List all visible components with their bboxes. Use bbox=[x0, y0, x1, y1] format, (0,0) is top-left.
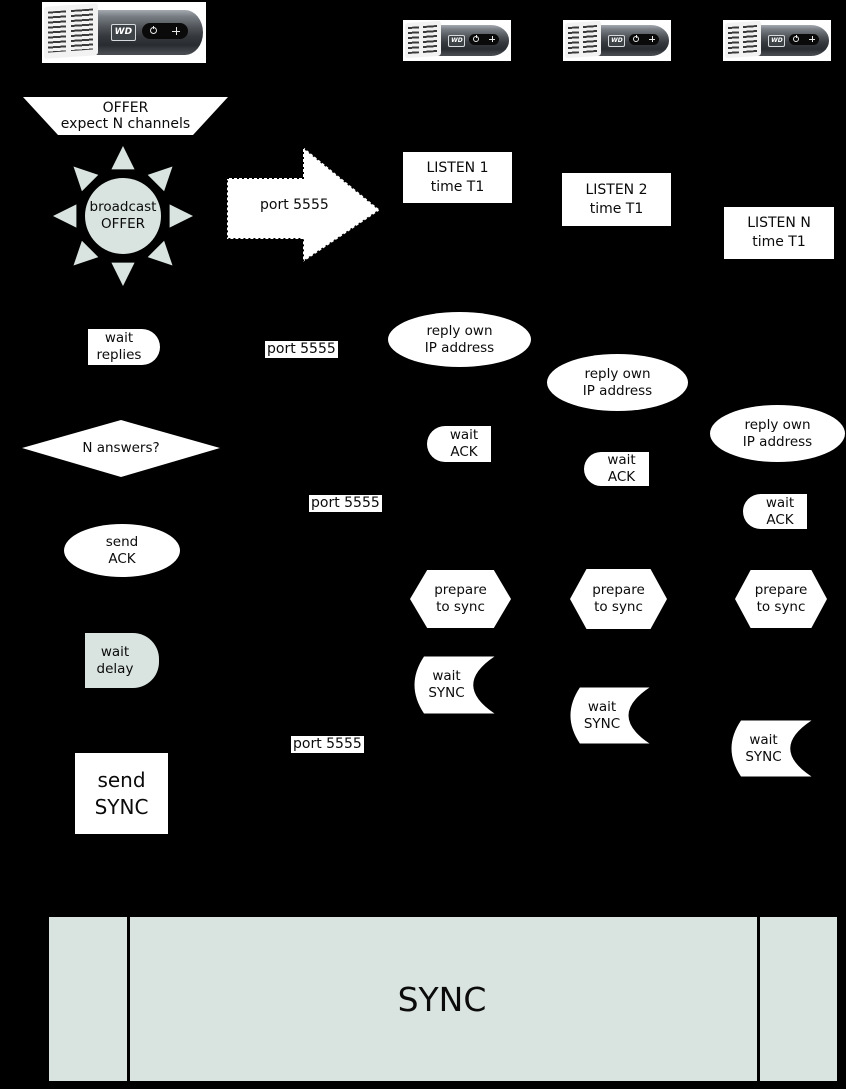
reply-ip-1-node bbox=[388, 312, 531, 367]
listen-2-node bbox=[562, 173, 671, 226]
send-sync-line2: SYNC bbox=[94, 794, 149, 819]
listen-n-line2: time T1 bbox=[752, 234, 806, 250]
wait-delay-line1: wait bbox=[100, 643, 130, 660]
sync-bar-label bbox=[127, 917, 757, 1081]
listen-2-line1: LISTEN 2 bbox=[585, 181, 648, 198]
wd-logo: WD bbox=[111, 24, 136, 41]
wait-sync-2-node bbox=[568, 687, 650, 744]
wait-ack-2-line1: wait bbox=[607, 452, 636, 468]
wait-ack-1-line1: wait bbox=[449, 427, 479, 443]
reply-ip-1-line2: IP address bbox=[424, 339, 495, 356]
power-icon bbox=[150, 27, 157, 34]
device-label-sticker bbox=[405, 21, 441, 59]
prepare-sync-1-node bbox=[410, 570, 511, 628]
device-button-pill bbox=[469, 34, 499, 45]
wait-sync-2-line2: SYNC bbox=[583, 715, 621, 732]
broadcast-arrow bbox=[226, 146, 382, 264]
broadcast-offer-sun-node bbox=[50, 143, 196, 289]
wait-ack-n-line1: wait bbox=[765, 494, 795, 511]
n-answers-decision-node bbox=[22, 420, 220, 477]
listen-n-line1: LISTEN N bbox=[747, 215, 811, 231]
wd-logo: WD bbox=[448, 35, 465, 47]
power-icon bbox=[793, 36, 799, 42]
prepare-n-line2: to sync bbox=[756, 599, 806, 615]
device-button-pill bbox=[629, 34, 659, 45]
device-label-sticker bbox=[44, 3, 98, 59]
wd-logo: WD bbox=[608, 35, 625, 47]
send-sync-line1: send bbox=[97, 767, 146, 792]
wait-delay-node bbox=[85, 633, 159, 688]
port-5555-label-1: port 5555 bbox=[267, 341, 336, 357]
wait-ack-1-line2: ACK bbox=[450, 444, 478, 460]
sync-timeline-bar bbox=[49, 917, 837, 1084]
nav-cross-icon bbox=[172, 27, 180, 35]
port-5555-label-2: port 5555 bbox=[311, 495, 380, 511]
offer-line2: expect N channels bbox=[60, 116, 191, 132]
power-icon bbox=[473, 36, 479, 42]
wait-delay-line2: delay bbox=[96, 660, 134, 677]
device-photo-client-n bbox=[723, 20, 831, 61]
broadcast-line1: broadcast bbox=[89, 199, 157, 215]
wait-sync-1-line1: wait bbox=[432, 668, 461, 684]
send-ack-node bbox=[64, 524, 180, 577]
reply-ip-2-line2: IP address bbox=[582, 382, 653, 399]
prepare-sync-n-node bbox=[735, 570, 827, 628]
prepare-2-line1: prepare bbox=[592, 582, 645, 598]
wait-ack-2-node bbox=[584, 452, 649, 486]
wait-ack-n-line2: ACK bbox=[766, 511, 794, 528]
wait-replies-line2: replies bbox=[96, 347, 142, 363]
wait-sync-2-line1: wait bbox=[587, 698, 617, 715]
device-button-pill bbox=[789, 34, 819, 45]
wait-replies-line1: wait bbox=[104, 330, 134, 346]
port-5555-label-3: port 5555 bbox=[293, 736, 362, 752]
prepare-2-line2: to sync bbox=[594, 599, 643, 615]
offer-trapezoid-node bbox=[23, 97, 228, 135]
device-label-sticker bbox=[725, 21, 761, 59]
device-button-pill bbox=[142, 23, 188, 39]
broadcast-line2: OFFER bbox=[100, 216, 146, 232]
nav-cross-icon bbox=[489, 36, 495, 42]
prepare-1-line2: to sync bbox=[436, 599, 485, 615]
device-photo-client-1 bbox=[403, 20, 511, 61]
wait-sync-n-line1: wait bbox=[749, 731, 778, 748]
reply-ip-2-line1: reply own bbox=[584, 365, 651, 382]
reply-ip-1-line1: reply own bbox=[426, 322, 493, 339]
send-ack-line1: send bbox=[105, 533, 139, 550]
reply-ip-n-node bbox=[710, 405, 845, 462]
offer-line1: OFFER bbox=[102, 100, 149, 116]
n-answers-label: N answers? bbox=[82, 440, 160, 456]
send-ack-line2: ACK bbox=[108, 550, 136, 567]
prepare-n-line1: prepare bbox=[754, 582, 808, 598]
device-photo-client-2 bbox=[563, 20, 671, 61]
power-icon bbox=[633, 36, 639, 42]
sync-bar-divider-right bbox=[757, 917, 760, 1081]
wait-ack-1-node bbox=[427, 426, 491, 462]
wait-ack-n-node bbox=[743, 494, 807, 529]
reply-ip-2-node bbox=[547, 354, 688, 411]
nav-cross-icon bbox=[649, 36, 655, 42]
wait-ack-2-line2: ACK bbox=[607, 469, 636, 485]
wd-logo: WD bbox=[768, 35, 785, 47]
wait-sync-n-node bbox=[729, 720, 812, 777]
prepare-1-line1: prepare bbox=[434, 582, 487, 598]
nav-cross-icon bbox=[809, 36, 815, 42]
wait-sync-1-node bbox=[412, 656, 495, 714]
listen-2-line2: time T1 bbox=[589, 200, 644, 217]
arrow-port-label: port 5555 bbox=[260, 196, 329, 213]
device-label-sticker bbox=[565, 21, 601, 59]
send-sync-node bbox=[75, 753, 168, 834]
listen-n-node bbox=[724, 207, 834, 259]
reply-ip-n-line1: reply own bbox=[744, 416, 811, 433]
listen-1-node bbox=[403, 152, 512, 203]
wait-sync-1-line2: SYNC bbox=[428, 685, 465, 701]
sync-text: SYNC bbox=[397, 979, 487, 1019]
prepare-sync-2-node bbox=[570, 569, 667, 629]
device-photo-coordinator bbox=[42, 2, 206, 63]
wait-replies-node bbox=[88, 329, 160, 365]
wait-sync-n-line2: SYNC bbox=[745, 748, 782, 765]
reply-ip-n-line2: IP address bbox=[742, 433, 813, 450]
listen-1-line1: LISTEN 1 bbox=[426, 159, 489, 176]
listen-1-line2: time T1 bbox=[430, 178, 485, 195]
